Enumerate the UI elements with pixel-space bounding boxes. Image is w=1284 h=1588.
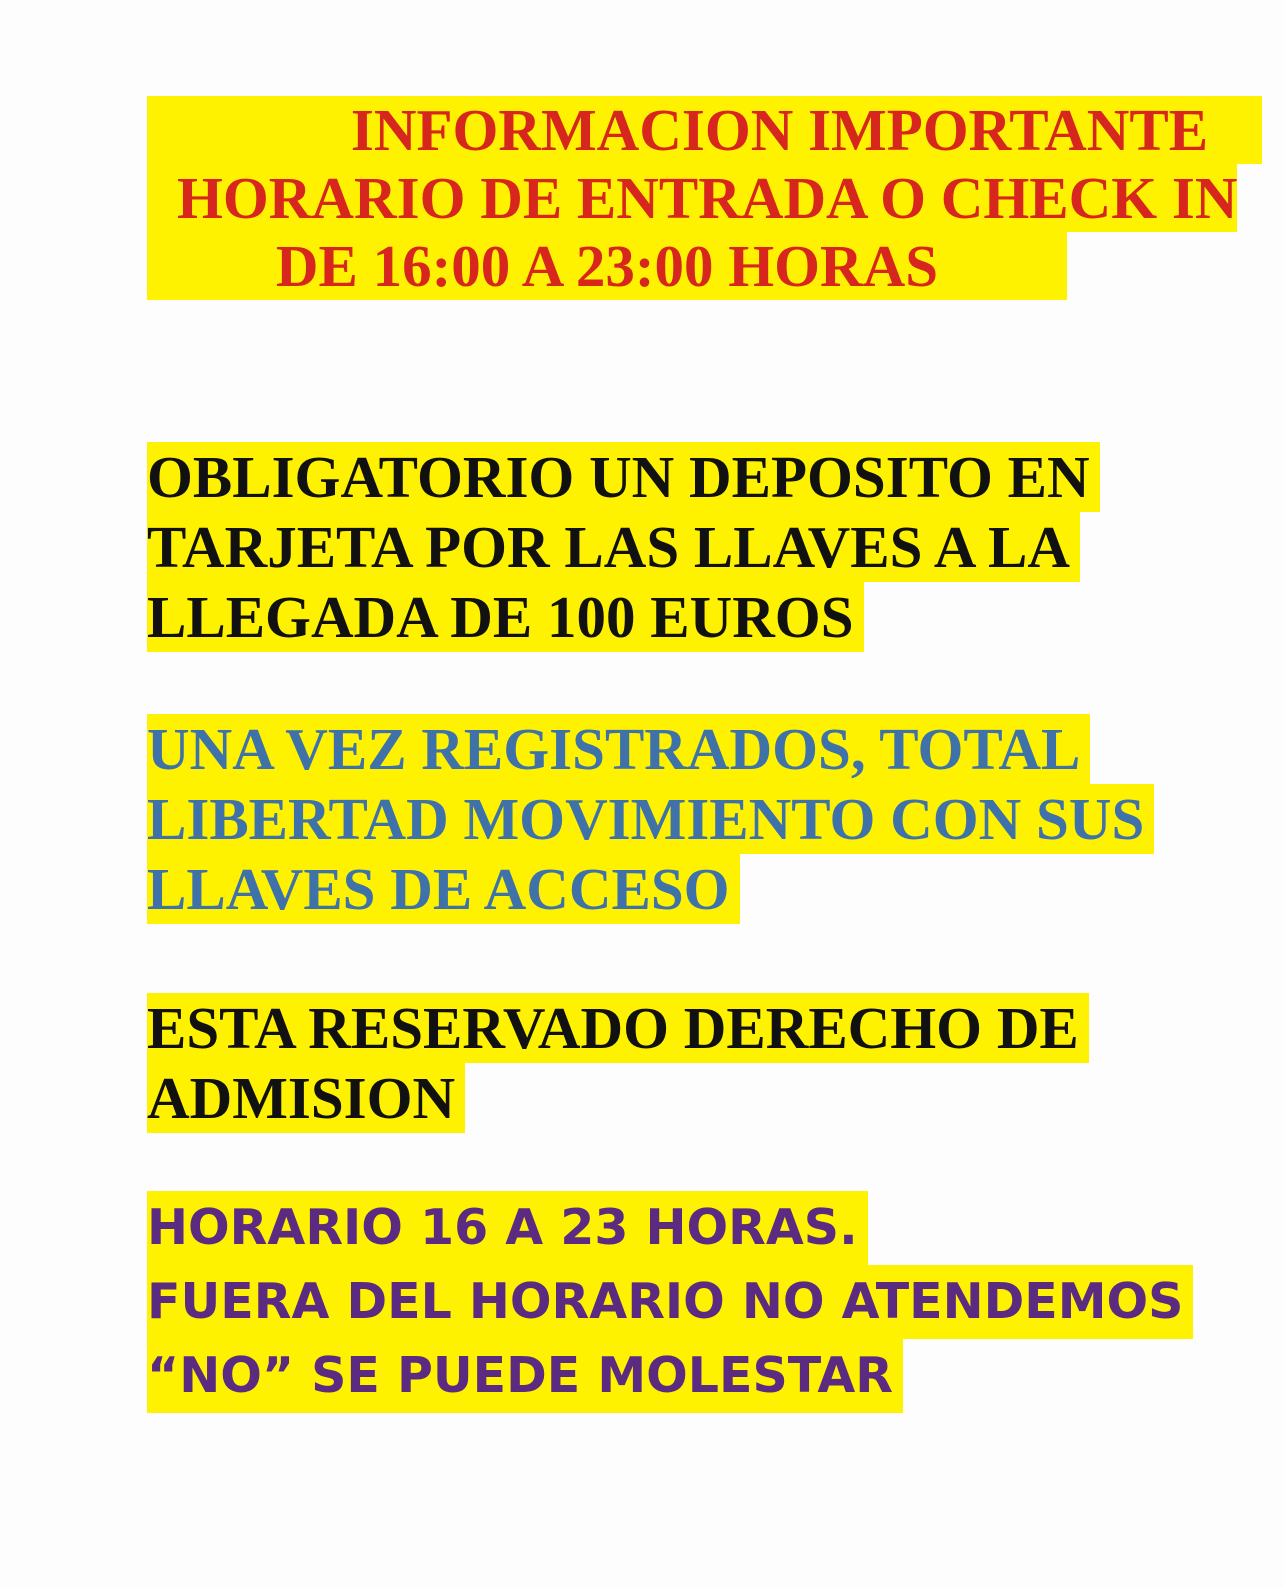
deposit-line-3: LLEGADA DE 100 EUROS: [147, 582, 864, 652]
header-notice: [147, 96, 1262, 300]
hours-notice: [147, 1191, 1193, 1413]
hours-line-1: HORARIO 16 A 23 HORAS.: [147, 1191, 868, 1265]
freedom-line: [147, 854, 1154, 924]
admission-notice: [147, 993, 1089, 1133]
header-checkin: HORARIO DE ENTRADA O CHECK IN: [147, 164, 1237, 232]
deposit-line: [147, 442, 1100, 512]
deposit-line-2: TARJETA POR LAS LLAVES A LA: [147, 512, 1080, 582]
header-hours: DE 16:00 A 23:00 HORAS: [147, 232, 1067, 300]
deposit-line: [147, 512, 1100, 582]
deposit-line-1: OBLIGATORIO UN DEPOSITO EN: [147, 442, 1100, 512]
hours-line-3: “NO” SE PUEDE MOLESTAR: [147, 1339, 903, 1413]
hours-line: [147, 1265, 1193, 1339]
admission-line: [147, 993, 1089, 1063]
deposit-notice: [147, 442, 1100, 652]
header-title: INFORMACION IMPORTANTE: [147, 96, 1262, 164]
freedom-notice: [147, 714, 1154, 924]
freedom-line: [147, 714, 1154, 784]
header-line: [147, 96, 1262, 164]
deposit-line: [147, 582, 1100, 652]
freedom-line-3: LLAVES DE ACCESO: [147, 854, 740, 924]
freedom-line-1: UNA VEZ REGISTRADOS, TOTAL: [147, 714, 1090, 784]
header-line: [147, 232, 1262, 300]
admission-line: [147, 1063, 1089, 1133]
hours-line: [147, 1339, 1193, 1413]
freedom-line-2: LIBERTAD MOVIMIENTO CON SUS: [147, 784, 1154, 854]
admission-line-2: ADMISION: [147, 1063, 465, 1133]
admission-line-1: ESTA RESERVADO DERECHO DE: [147, 993, 1089, 1063]
hours-line-2: FUERA DEL HORARIO NO ATENDEMOS: [147, 1265, 1193, 1339]
hours-line: [147, 1191, 1193, 1265]
freedom-line: [147, 784, 1154, 854]
header-line: [147, 164, 1262, 232]
